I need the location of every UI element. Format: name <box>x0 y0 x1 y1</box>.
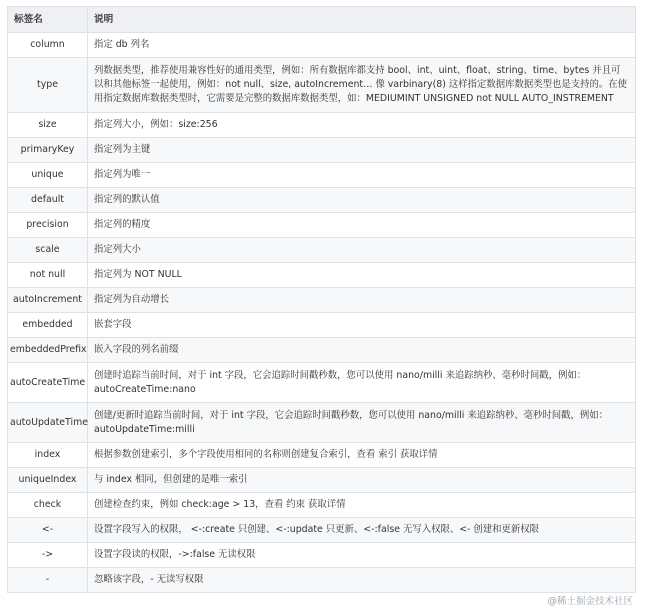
tag-cell: unique <box>8 163 88 188</box>
tag-cell: precision <box>8 213 88 238</box>
description-cell: 嵌入字段的列名前缀 <box>88 338 636 363</box>
watermark: @稀土掘金技术社区 <box>545 593 635 607</box>
table-row <box>8 33 636 58</box>
tag-cell: autoIncrement <box>8 288 88 313</box>
table-header-row <box>8 7 636 33</box>
description-cell: 列数据类型，推荐使用兼容性好的通用类型，例如：所有数据库都支持 bool、int、uint、float、string、time、bytes 并且可以和其他标签一起使用，例如：not null、size, autoIncrement… 像 varbinary(8) 这样指定数据库数据类型也是支持的。在使用指定数据库数据类型时，它需要是完整的数据库数据类型，如：MEDIUMINT UNSIGNED not NULL AUTO_INSTREMENT <box>88 58 636 113</box>
tag-cell: size <box>8 113 88 138</box>
table-row <box>8 213 636 238</box>
table-row <box>8 113 636 138</box>
table-row <box>8 518 636 543</box>
tag-cell: embedded <box>8 313 88 338</box>
header-tag-name: 标签名 <box>8 7 88 33</box>
tag-cell: default <box>8 188 88 213</box>
description-cell: 嵌套字段 <box>88 313 636 338</box>
tag-cell: primaryKey <box>8 138 88 163</box>
tag-cell: <- <box>8 518 88 543</box>
tag-cell: autoCreateTime <box>8 363 88 403</box>
description-cell: 与 index 相同，但创建的是唯一索引 <box>88 468 636 493</box>
table-row <box>8 443 636 468</box>
description-cell: 指定列为 NOT NULL <box>88 263 636 288</box>
description-cell: 指定列为自动增长 <box>88 288 636 313</box>
table-row <box>8 138 636 163</box>
table-row <box>8 543 636 568</box>
description-cell: 创建时追踪当前时间，对于 int 字段，它会追踪时间戳秒数，您可以使用 nano/milli 来追踪纳秒、毫秒时间戳，例如：autoCreateTime:nano <box>88 363 636 403</box>
table-row <box>8 238 636 263</box>
table-row <box>8 493 636 518</box>
description-cell: 创建检查约束，例如 check:age > 13，查看 约束 获取详情 <box>88 493 636 518</box>
tag-cell: check <box>8 493 88 518</box>
description-cell: 指定列为主键 <box>88 138 636 163</box>
table-row <box>8 288 636 313</box>
table-row <box>8 403 636 443</box>
tag-cell: scale <box>8 238 88 263</box>
table-row <box>8 58 636 113</box>
table-row <box>8 363 636 403</box>
tag-cell: column <box>8 33 88 58</box>
table-row <box>8 468 636 493</box>
description-cell: 忽略该字段，- 无读写权限 <box>88 568 636 593</box>
tag-table <box>7 6 636 593</box>
table-row <box>8 568 636 593</box>
description-cell: 创建/更新时追踪当前时间，对于 int 字段，它会追踪时间戳秒数，您可以使用 nano/milli 来追踪纳秒、毫秒时间戳，例如：autoUpdateTime:milli <box>88 403 636 443</box>
table-row <box>8 313 636 338</box>
tag-cell: uniqueIndex <box>8 468 88 493</box>
table-row <box>8 163 636 188</box>
tag-cell: index <box>8 443 88 468</box>
description-cell: 根据参数创建索引，多个字段使用相同的名称则创建复合索引，查看 索引 获取详情 <box>88 443 636 468</box>
description-cell: 设置字段读的权限，->:false 无读权限 <box>88 543 636 568</box>
doc-table-container <box>7 6 635 593</box>
tag-cell: not null <box>8 263 88 288</box>
description-cell: 指定列的精度 <box>88 213 636 238</box>
tag-cell: -> <box>8 543 88 568</box>
tag-cell: - <box>8 568 88 593</box>
table-row <box>8 188 636 213</box>
description-cell: 设置字段写入的权限， <-:create 只创建、<-:update 只更新、<-:false 无写入权限、<- 创建和更新权限 <box>88 518 636 543</box>
tag-cell: autoUpdateTime <box>8 403 88 443</box>
description-cell: 指定列的默认值 <box>88 188 636 213</box>
description-cell: 指定列为唯一 <box>88 163 636 188</box>
header-description: 说明 <box>88 7 636 33</box>
table-row <box>8 263 636 288</box>
table-row <box>8 338 636 363</box>
description-cell: 指定列大小 <box>88 238 636 263</box>
tag-cell: embeddedPrefix <box>8 338 88 363</box>
description-cell: 指定 db 列名 <box>88 33 636 58</box>
description-cell: 指定列大小，例如：size:256 <box>88 113 636 138</box>
tag-cell: type <box>8 58 88 113</box>
